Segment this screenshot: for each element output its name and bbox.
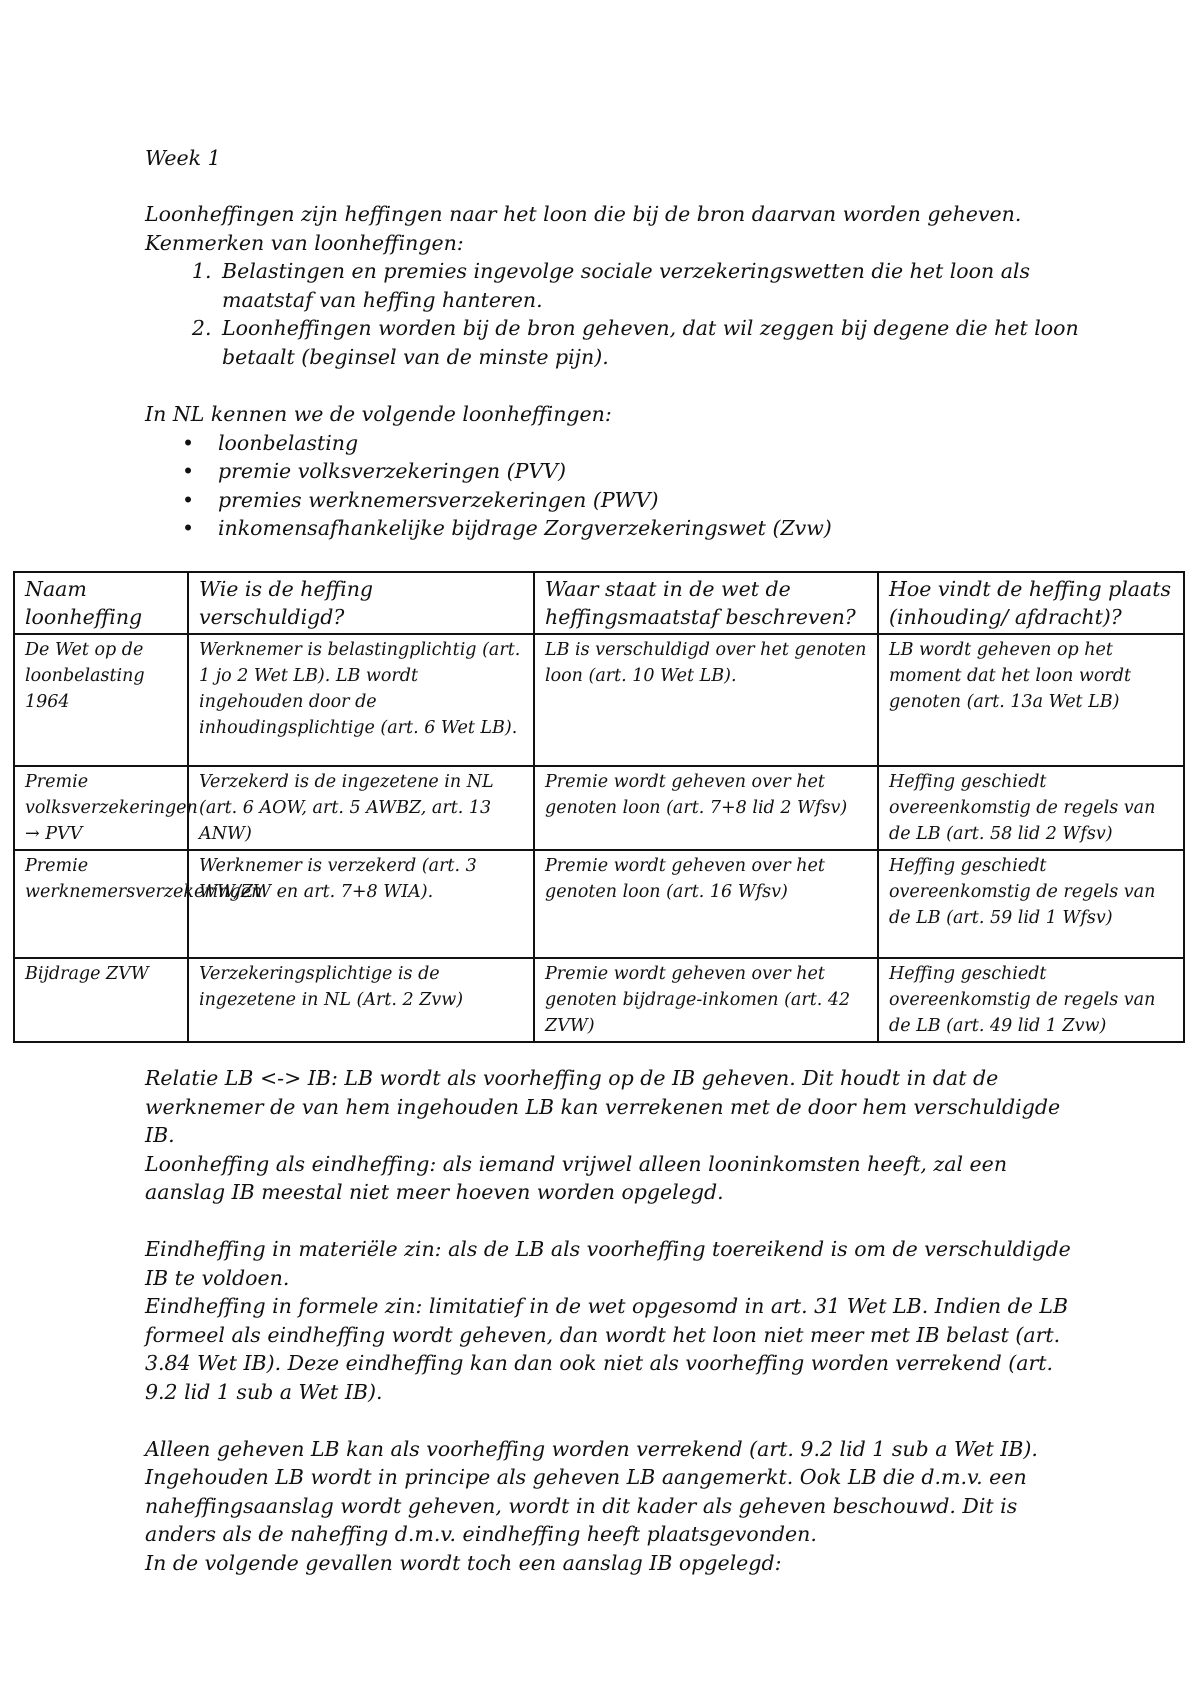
bullet-icon: • — [182, 516, 195, 540]
table-cell: LB wordt geheven op het moment dat het loon wordt genoten (art. 13a Wet LB) — [878, 634, 1184, 766]
table-cell: Heffing geschiedt overeenkomstig de regels van de LB (art. 49 lid 1 Zvw) — [878, 958, 1184, 1042]
list-item-text: inkomensafhankelijke bijdrage Zorgverzekeringswet (Zvw) — [218, 516, 832, 540]
nl-levies-label: In NL kennen we de volgende loonheffingen: — [145, 402, 612, 426]
paragraph-spacer — [145, 1406, 1085, 1435]
nl-levies-list — [145, 429, 1085, 543]
bullet-icon: • — [182, 430, 195, 455]
table-cell: De Wet op de loonbelasting 1964 — [14, 634, 188, 766]
list-item: 2. Loonheffingen worden bij de bron geheven, dat wil zeggen bij degene die het loon betaalt (beginsel van de minste pijn). — [218, 314, 1085, 371]
nl-levies-section — [145, 400, 1085, 543]
list-item-text: premies werknemersverzekeringen (PWV) — [218, 487, 659, 512]
material-paragraph: Eindheffing in materiële zin: als de LB als voorheffing toereikend is om de verschuldigde IB te voldoen. — [145, 1237, 1071, 1290]
table-row — [14, 766, 1184, 850]
table-cell: Premie wordt geheven over het genoten loon (art. 7+8 lid 2 Wfsv) — [534, 766, 878, 850]
table-cell: Werknemer is belastingplichtig (art. 1 jo 2 Wet LB). LB wordt ingehouden door de inhoudingsplichtige (art. 6 Wet LB). — [188, 634, 534, 766]
cases-intro-paragraph: In de volgende gevallen wordt toch een aanslag IB opgelegd: — [145, 1550, 782, 1575]
list-item-text: loonbelasting — [218, 430, 359, 455]
list-item — [182, 429, 1085, 458]
bullet-icon: • — [182, 487, 195, 512]
intro-section — [145, 200, 1085, 371]
table-cell: Premie volksverzekeringen → PVV — [14, 766, 188, 850]
after-table-section — [145, 1064, 1085, 1577]
column-header: Hoe vindt de heffing plaats (inhouding/ afdracht)? — [878, 572, 1184, 634]
bullet-icon: • — [182, 459, 195, 483]
features-list — [145, 257, 1085, 371]
table-row — [14, 850, 1184, 958]
table-cell: Premie wordt geheven over het genoten bijdrage-inkomen (art. 42 ZVW) — [534, 958, 878, 1042]
list-item-text: premie volksverzekeringen (PVV) — [218, 459, 567, 483]
column-header: Wie is de heffing verschuldigd? — [188, 572, 534, 634]
table-cell: Premie wordt geheven over het genoten loon (art. 16 Wfsv) — [534, 850, 878, 958]
page-title: Week 1 — [145, 146, 221, 170]
table-cell: Heffing geschiedt overeenkomstig de regels van de LB (art. 59 lid 1 Wfsv) — [878, 850, 1184, 958]
table-cell: LB is verschuldigd over het genoten loon (art. 10 Wet LB). — [534, 634, 878, 766]
table-cell: Premie werknemersverzekeringen — [14, 850, 188, 958]
list-item — [182, 514, 1085, 543]
column-header: Waar staat in de wet de heffingsmaatstaf beschreven? — [534, 572, 878, 634]
final-levy-paragraph: Loonheffing als eindheffing: als iemand vrijwel alleen looninkomsten heeft, zal een aanslag IB meestal niet meer hoeven worden opgelegd. — [145, 1151, 1008, 1204]
table-row — [14, 634, 1184, 766]
list-item: 1. Belastingen en premies ingevolge sociale verzekeringswetten die het loon als maatstaf van heffing hanteren. — [218, 257, 1085, 314]
formal-paragraph: Eindheffing in formele zin: limitatief in de wet opgesomd in art. 31 Wet LB. Indien de LB formeel als eindheffing wordt geheven, dan wordt het loon niet meer met IB belast (art. 3.84 Wet IB). Deze eindheffing kan dan ook niet als voorheffing worden verrekend (art. 9.2 lid 1 sub a Wet IB). — [145, 1294, 1069, 1404]
table-cell: Werknemer is verzekerd (art. 3 WW/ZW en art. 7+8 WIA). — [188, 850, 534, 958]
table-cell: Verzekerd is de ingezetene in NL (art. 6 AOW, art. 5 AWBZ, art. 13 ANW) — [188, 766, 534, 850]
paragraph-spacer — [145, 1207, 1085, 1236]
features-label: Kenmerken van loonheffingen: — [145, 230, 464, 255]
levies-table — [13, 571, 1185, 1043]
list-item — [182, 486, 1085, 515]
table-row — [14, 958, 1184, 1042]
column-header: Naam loonheffing — [14, 572, 188, 634]
table-cell: Verzekeringsplichtige is de ingezetene in NL (Art. 2 Zvw) — [188, 958, 534, 1042]
list-item — [182, 457, 1085, 486]
table-cell: Bijdrage ZVW — [14, 958, 188, 1042]
table-cell: Heffing geschiedt overeenkomstig de regels van de LB (art. 58 lid 2 Wfsv) — [878, 766, 1184, 850]
only-levied-paragraph: Alleen geheven LB kan als voorheffing worden verrekend (art. 9.2 lid 1 sub a Wet IB). Ingehouden LB wordt in principe als geheven LB aangemerkt. Ook LB die d.m.v. een naheffingsaanslag wordt geheven, wordt in dit kader als geheven beschouwd. Dit is anders als de naheffing d.m.v. eindheffing heeft plaatsgevonden. — [145, 1436, 1038, 1546]
table-header-row — [14, 572, 1184, 634]
definition-text: Loonheffingen zijn heffingen naar het loon die bij de bron daarvan worden geheven. — [145, 202, 1022, 226]
relation-paragraph: Relatie LB <-> IB: LB wordt als voorheffing op de IB geheven. Dit houdt in dat de werknemer de van hem ingehouden LB kan verrekenen met de door hem verschuldigde IB. — [145, 1066, 1061, 1147]
